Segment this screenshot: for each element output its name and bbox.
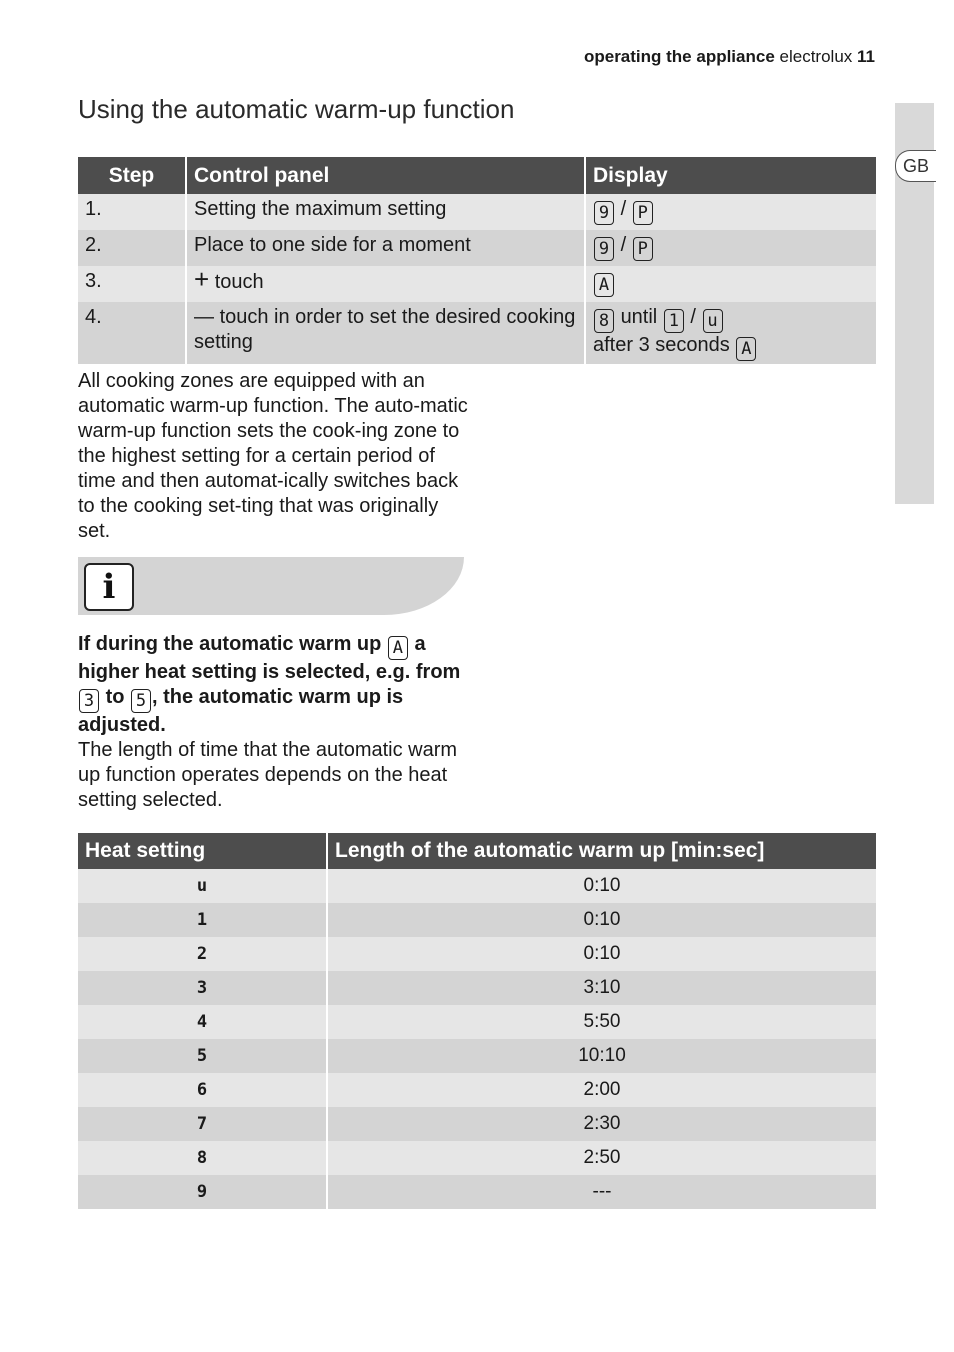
heat-level: u [78, 869, 327, 903]
table-row [78, 1073, 876, 1107]
display-symbol: 9 [594, 237, 614, 261]
info-note [78, 632, 478, 813]
display-symbol: A [388, 636, 408, 660]
note-bold-1: If during the automatic warm up [78, 633, 382, 655]
brand-name: electrolux [779, 47, 853, 66]
warmup-table [78, 833, 876, 1209]
table-row [78, 1039, 876, 1073]
step-number: 4. [78, 302, 186, 364]
heat-level: 8 [78, 1141, 327, 1175]
step-number: 3. [78, 266, 186, 302]
warmup-time: 3:10 [327, 971, 876, 1005]
control-text: touch [214, 271, 264, 293]
warmup-time: 2:30 [327, 1107, 876, 1141]
minus-icon: — [194, 306, 214, 328]
header-display: Display [585, 157, 876, 194]
display-separator: / [620, 198, 627, 220]
steps-header-row [78, 157, 876, 194]
display-separator: / [690, 306, 696, 328]
display-symbol: P [633, 201, 653, 225]
plus-icon: + [194, 264, 210, 294]
display-cell [585, 194, 876, 230]
display-symbol: 1 [664, 309, 684, 333]
warmup-time: 0:10 [327, 903, 876, 937]
table-row [78, 1141, 876, 1175]
control-cell [186, 266, 585, 302]
control-text: Place to one side for a moment [186, 230, 585, 266]
display-cell [585, 230, 876, 266]
display-symbol: 8 [594, 309, 614, 333]
page-header [584, 47, 875, 67]
warmup-time: 2:50 [327, 1141, 876, 1175]
display-separator: / [620, 234, 627, 256]
warmup-time: 5:50 [327, 1005, 876, 1039]
heat-level: 7 [78, 1107, 327, 1141]
info-box [78, 557, 464, 615]
table-row [78, 266, 876, 302]
note-text: The length of time that the automatic warm up function operates depends on the heat setting selected. [78, 739, 458, 811]
warmup-time: 0:10 [327, 937, 876, 971]
display-cell [585, 302, 876, 364]
table-row [78, 230, 876, 266]
header-warmup-length: Length of the automatic warm up [min:sec] [327, 833, 876, 869]
display-symbol: u [703, 309, 723, 333]
header-step: Step [78, 157, 186, 194]
display-until: until [620, 306, 658, 328]
display-symbol: A [594, 273, 614, 297]
table-row [78, 937, 876, 971]
note-bold-to: to [105, 686, 125, 708]
heat-level: 5 [78, 1039, 327, 1073]
heat-level: 3 [78, 971, 327, 1005]
control-text: Setting the maximum setting [186, 194, 585, 230]
warmup-time: 10:10 [327, 1039, 876, 1073]
heat-level: 9 [78, 1175, 327, 1209]
header-control-panel: Control panel [186, 157, 585, 194]
heat-level: 6 [78, 1073, 327, 1107]
table-row [78, 1175, 876, 1209]
page-title: Using the automatic warm-up function [78, 94, 515, 124]
display-symbol: 3 [79, 689, 99, 713]
warmup-time: 0:10 [327, 869, 876, 903]
heat-level: 4 [78, 1005, 327, 1039]
table-row [78, 302, 876, 364]
language-badge: GB [895, 150, 936, 182]
display-symbol: 9 [594, 201, 614, 225]
table-row [78, 869, 876, 903]
control-cell [186, 302, 585, 364]
table-row [78, 903, 876, 937]
display-symbol: P [633, 237, 653, 261]
warmup-header-row [78, 833, 876, 869]
display-after: after 3 seconds [593, 334, 730, 356]
heat-level: 2 [78, 937, 327, 971]
body-paragraph: All cooking zones are equipped with an automatic warm-up function. The auto-matic warm-up function sets the cook-ing zone to the highest setting for a certain period of time and then automat-ically switches back to the cooking set-ting that was originally set. [78, 370, 468, 542]
display-symbol: 5 [131, 689, 151, 713]
steps-table [78, 157, 876, 364]
warmup-time: 2:00 [327, 1073, 876, 1107]
control-text: touch in order to set the desired cooking setting [194, 306, 576, 353]
section-name: operating the appliance [583, 47, 775, 66]
page-number: 11 [857, 47, 875, 66]
header-heat-setting: Heat setting [78, 833, 327, 869]
table-row [78, 1005, 876, 1039]
table-row [78, 194, 876, 230]
table-row [78, 971, 876, 1005]
table-row [78, 1107, 876, 1141]
info-icon: i [84, 563, 134, 611]
display-symbol: A [736, 337, 756, 361]
note-bold-2: a higher heat setting is selected, e.g. from [78, 633, 461, 683]
warmup-time: --- [327, 1175, 876, 1209]
step-number: 1. [78, 194, 186, 230]
step-number: 2. [78, 230, 186, 266]
heat-level: 1 [78, 903, 327, 937]
display-cell [585, 266, 876, 302]
note-bold-3: , the automatic warm up is adjusted. [78, 686, 404, 736]
